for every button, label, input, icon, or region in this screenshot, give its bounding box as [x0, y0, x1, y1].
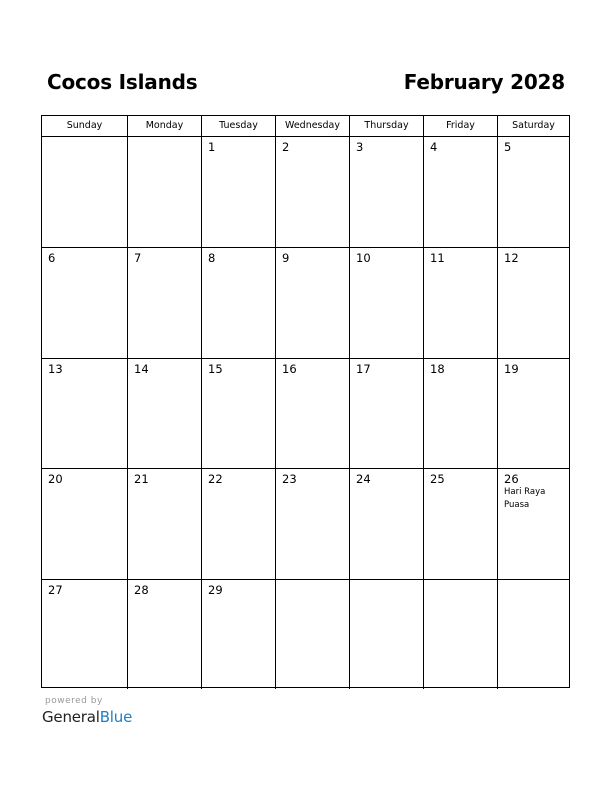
weekday-monday: Monday [127, 116, 201, 136]
day-cell [275, 137, 349, 247]
generalblue-logo[interactable] [42, 708, 132, 726]
day-cell [423, 248, 497, 357]
day-cell [423, 359, 497, 468]
day-cell [275, 469, 349, 578]
day-cell [349, 137, 423, 247]
logo-text-blue: Blue [99, 708, 133, 726]
weekday-header-row [42, 116, 569, 137]
day-cell [42, 359, 127, 468]
day-number: 19 [504, 361, 519, 376]
day-number: 25 [430, 472, 445, 487]
day-cell [201, 469, 275, 578]
day-cell [423, 137, 497, 247]
weekday-tuesday: Tuesday [201, 116, 275, 136]
day-cell [127, 469, 201, 578]
day-number: 1 [208, 140, 216, 154]
holiday-label: Hari Raya Puasa [504, 487, 546, 511]
day-cell [423, 469, 497, 578]
day-cell [42, 248, 127, 357]
day-cell [42, 580, 127, 689]
day-number: 18 [430, 361, 445, 376]
day-cell [349, 580, 423, 689]
calendar-grid [41, 115, 570, 688]
day-number: 27 [48, 582, 63, 597]
day-number: 5 [504, 140, 512, 154]
day-number: 15 [208, 361, 223, 376]
day-cell [275, 580, 349, 689]
day-number: 26 [504, 472, 519, 487]
weekday-thursday: Thursday [349, 116, 423, 136]
week-row [42, 358, 569, 468]
day-number: 8 [208, 251, 216, 266]
day-cell [201, 248, 275, 357]
day-cell [423, 580, 497, 689]
day-cell [127, 580, 201, 689]
day-cell [42, 137, 127, 247]
day-number: 22 [208, 472, 223, 487]
day-number: 10 [356, 251, 371, 266]
day-number: 6 [48, 251, 56, 266]
day-cell [349, 359, 423, 468]
logo-text-general: General [42, 708, 100, 726]
weekday-wednesday: Wednesday [275, 116, 349, 136]
day-cell [497, 580, 569, 689]
day-number: 12 [504, 251, 519, 266]
day-number: 9 [282, 251, 290, 266]
week-row [42, 137, 569, 247]
day-cell [497, 359, 569, 468]
day-number: 23 [282, 472, 297, 487]
week-row [42, 247, 569, 357]
calendar-month-title: February 2028 [403, 70, 565, 94]
day-cell [42, 469, 127, 578]
day-number: 7 [134, 251, 142, 266]
day-number: 29 [208, 582, 223, 597]
calendar-country-title: Cocos Islands [47, 70, 198, 94]
day-number: 17 [356, 361, 371, 376]
day-cell [349, 248, 423, 357]
weekday-friday: Friday [423, 116, 497, 136]
weekday-sunday: Sunday [66, 120, 103, 131]
day-number: 2 [282, 140, 290, 154]
day-number: 21 [134, 472, 149, 487]
day-number: 11 [430, 251, 445, 266]
weekday-saturday: Saturday [497, 116, 569, 136]
day-number: 4 [430, 140, 438, 154]
week-row [42, 579, 569, 689]
week-row [42, 468, 569, 578]
day-cell [201, 137, 275, 247]
day-number: 13 [48, 361, 63, 376]
day-number: 3 [356, 140, 364, 154]
day-number: 28 [134, 582, 149, 597]
day-cell [497, 248, 569, 357]
day-number: 24 [356, 472, 371, 487]
day-cell [127, 137, 201, 247]
day-cell [127, 248, 201, 357]
day-cell [275, 248, 349, 357]
day-number: 16 [282, 361, 297, 376]
day-cell [349, 469, 423, 578]
day-cell [127, 359, 201, 468]
day-cell [201, 580, 275, 689]
day-cell [201, 359, 275, 468]
day-number: 20 [48, 472, 63, 487]
day-cell [275, 359, 349, 468]
day-cell [497, 469, 569, 578]
powered-by-label: powered by [45, 696, 103, 706]
day-cell [497, 137, 569, 247]
day-number: 14 [134, 361, 149, 376]
